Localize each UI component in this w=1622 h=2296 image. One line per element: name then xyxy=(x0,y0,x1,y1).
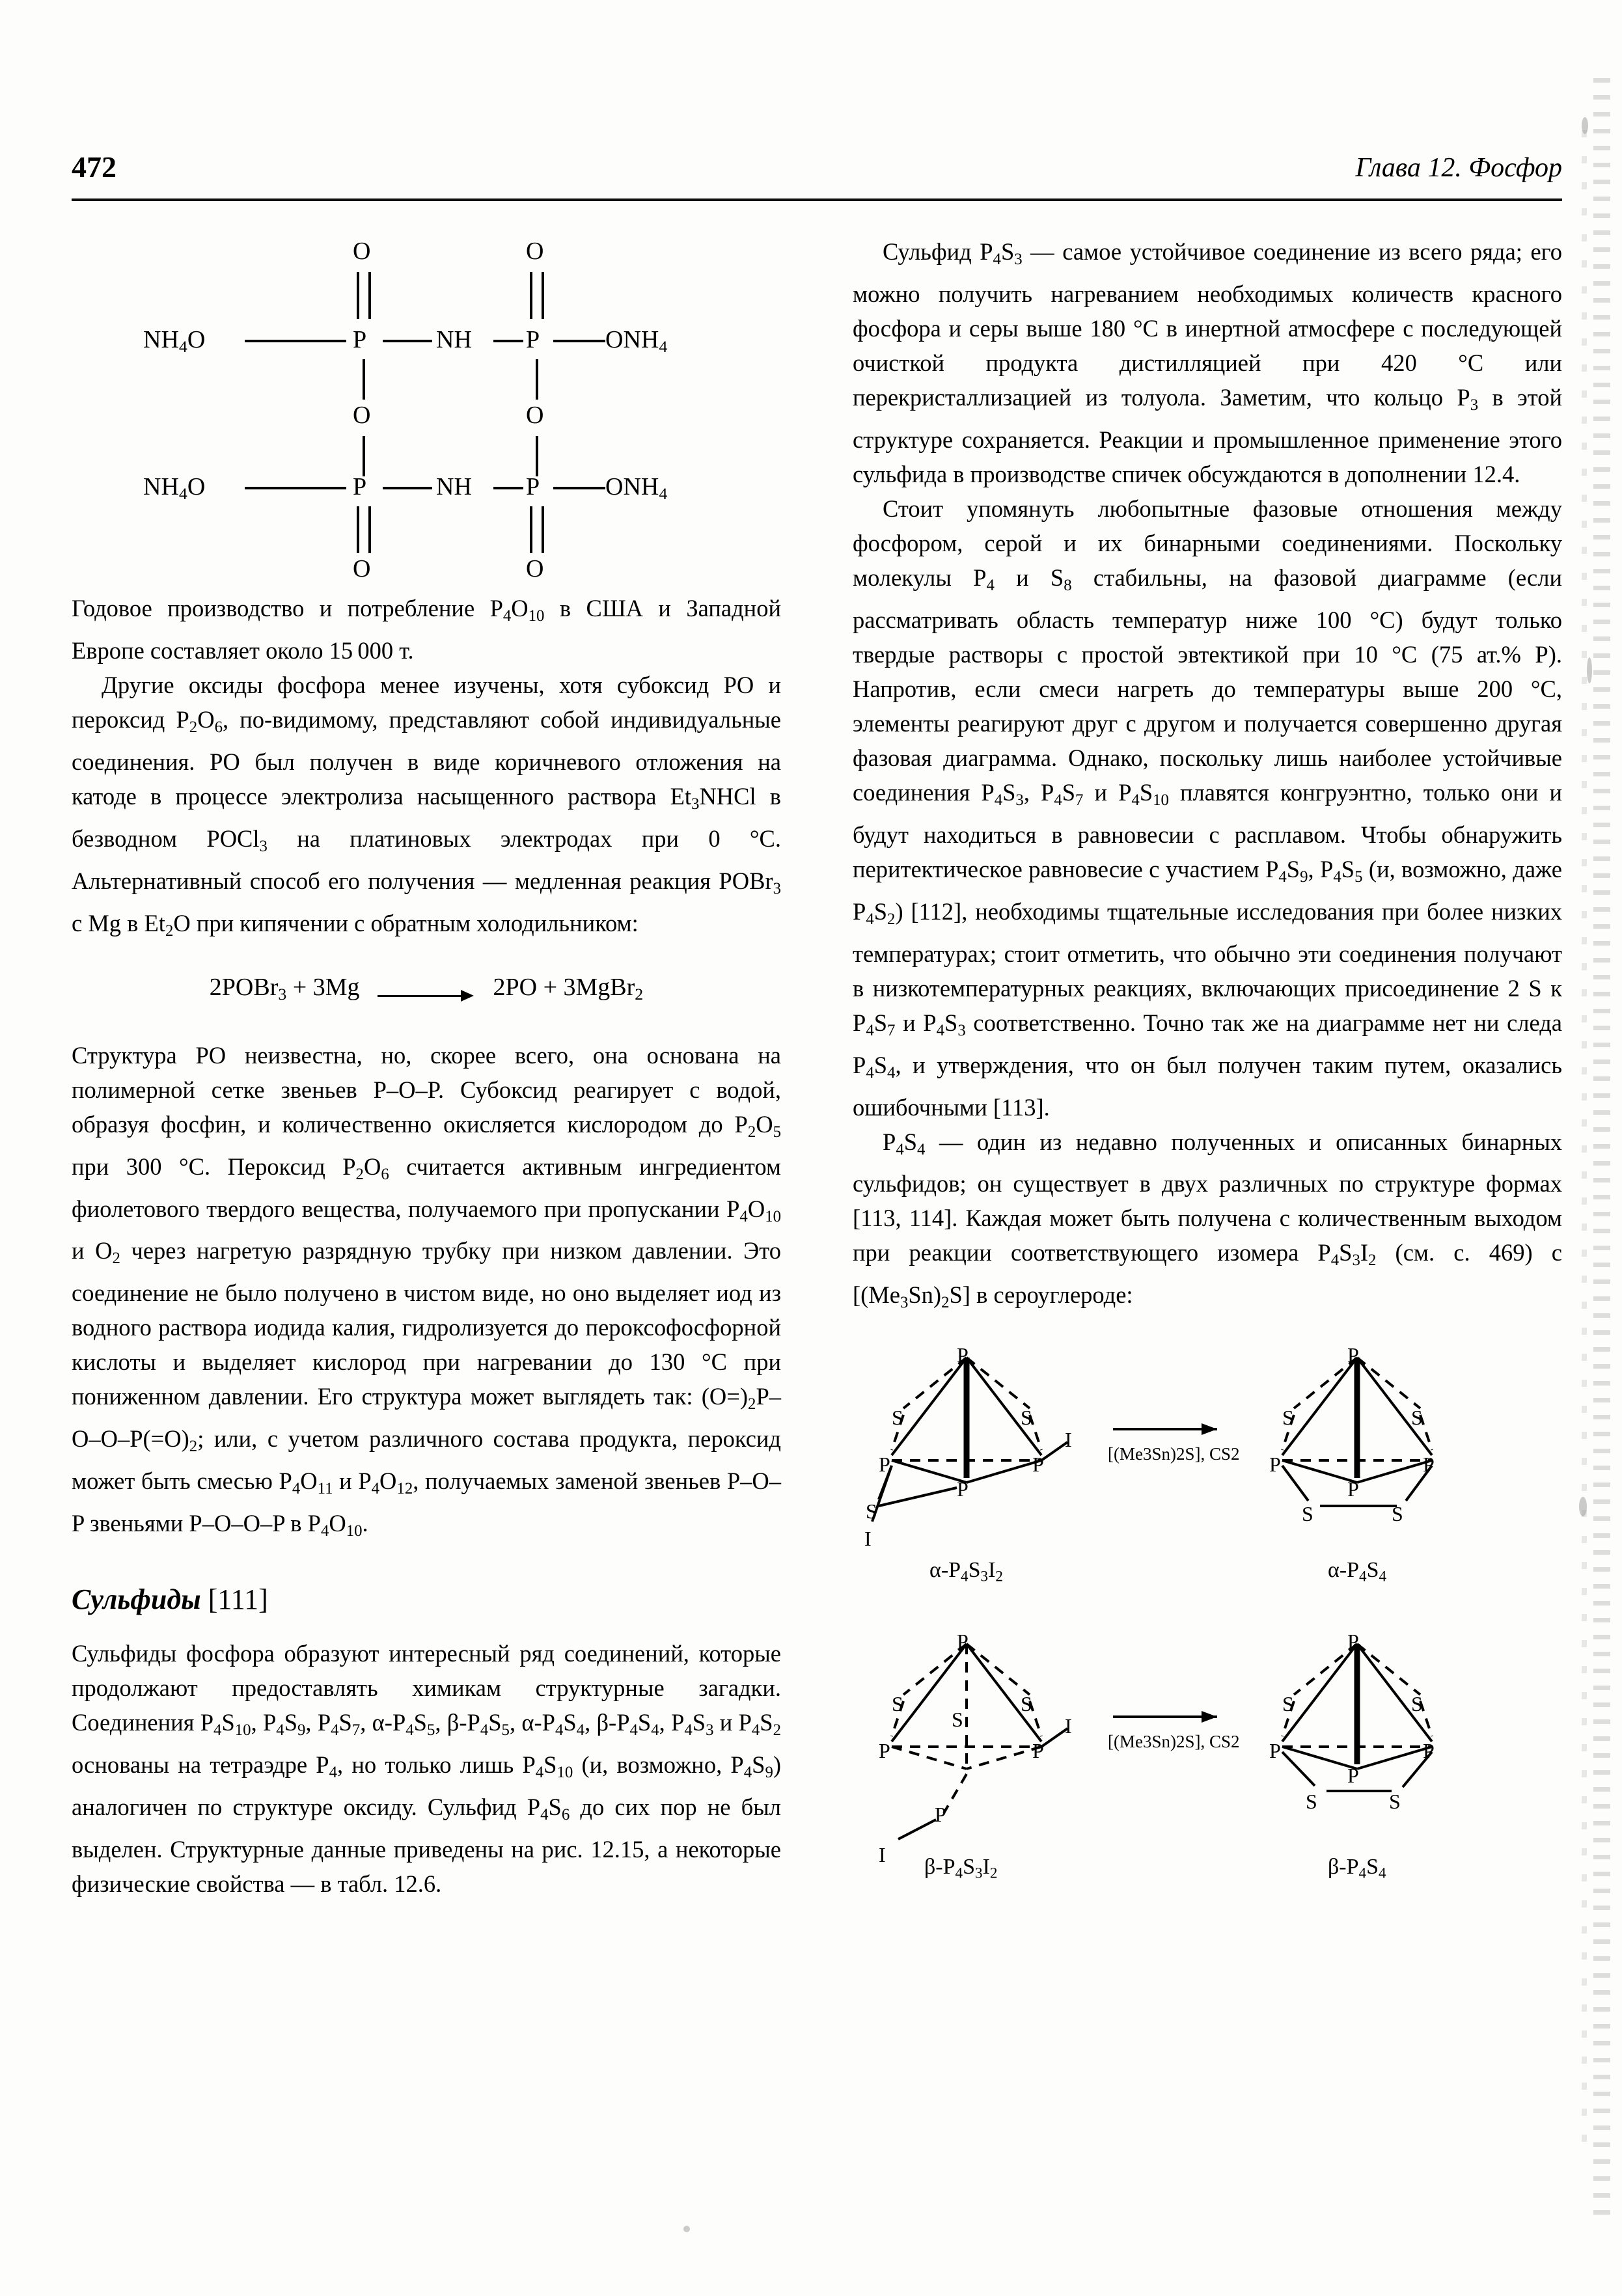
paragraph-p4s3: Сульфид $P_4S_3$ — самое устойчивое соединение из всего ряда; его можно получить нагреванием необходимых количеств красного фосфора и серы выше 180 °C в инертной атмосфере с последующей очисткой продукта дистилляцией при 420 °C или перекристаллизацией из толуола. Заметим, что кольцо $P_3$ в этой структуре сохраняется. Реакции и промышленное применение этого сульфида в производстве спичек обсуждаются в дополнении 12.4. xyxy=(853,238,1563,487)
atom-label-p: P xyxy=(957,1630,969,1654)
paragraph-annual-production: Годовое производство и потребление $P_4O_{10}$ в США и Западной Европе составляет около 15 000 т. xyxy=(72,595,781,664)
atom-label-s: S xyxy=(952,1708,963,1732)
bond xyxy=(363,359,365,400)
caption-alpha-p4s3i2: $\alpha-P_4S_3I_2$ xyxy=(929,1558,1003,1585)
section-heading-sulfides xyxy=(72,1582,781,1617)
paragraph-phase-relations: Стоит упомянуть любопытные фазовые отношения между фосфором, серой и их бинарными соединениями. Поскольку молекулы $P_4$ и $S_8$ стабильны, на фазовой диаграмме (если рассматривать область температур ниже 100 °C) будут только твердые растворы с простой эвтектикой при 10 °C (75 ат.% P). Напротив, если смеси нагреть до температуры выше 200 °C, элементы реагируют друг с другом и получается совершенно другая фазовая диаграмма. Однако, поскольку лишь наиболее устойчивые соединения $P_4S_3$, $P_4S_7$ и $P_4S_{10}$ плавятся конгруэнтно, только они и будут находиться в равновесии с расплавом. Чтобы обнаружить перитектическое равновесие с участием $P_4S_9$, $P_4S_5$ (и, возможно, даже $P_4S_2$) [112], необходимы тщательные исследования при более низких температурах; стоит отметить, что обычно эти соединения получают в низкотемпературных реакциях, включающих присоединение 2 S к $P_4S_7$ и $P_4S_3$ соответственно. Точно так же на диаграмме нет ни следа $P_4S_4$, и утверждения, что он был получен таким путем, оказались ошибочными [113]. xyxy=(853,495,1562,1121)
caption-alpha-p4s4: $\alpha-P_4S_4$ xyxy=(1328,1558,1387,1585)
formula-group-onh4: $ONH_4$ xyxy=(605,473,668,504)
bond xyxy=(493,487,523,489)
bond xyxy=(530,272,532,319)
bond xyxy=(553,487,605,489)
bond xyxy=(530,506,532,553)
scan-speck xyxy=(1582,117,1588,134)
atom-label-s: S xyxy=(1021,1406,1032,1430)
atom-label-p: P xyxy=(1347,1630,1359,1654)
reagent-label-bottom: [(Me3Sn)2S], CS2 xyxy=(1108,1732,1240,1752)
formula-group-nh: NH xyxy=(436,326,472,353)
formula-atom-p: P xyxy=(353,326,367,353)
formula-atom-o: O xyxy=(526,238,544,265)
atom-label-p: P xyxy=(879,1739,890,1763)
atom-label-p: P xyxy=(1269,1453,1281,1477)
atom-label-p: P xyxy=(957,1343,969,1367)
page-header xyxy=(72,150,1562,195)
atom-label-p: P xyxy=(1423,1739,1435,1763)
atom-label-p: P xyxy=(935,1803,946,1827)
atom-label-i: I xyxy=(879,1843,886,1867)
reaction-scheme-diagrams xyxy=(853,1338,1562,1911)
scan-edge-artifact-secondary xyxy=(1582,130,1587,2148)
section-heading-reference: [111] xyxy=(208,1583,268,1616)
formula-atom-p: P xyxy=(353,473,367,500)
paragraph-p4s4: $P_4S_4$ — один из недавно полученных и описанных бинарных сульфидов; он существует в двух различных по структуре формах [113, 114]. Каждая может быть получена с количественным выходом при реакции соответствующего изомера $P_4S_3I_2$ (см. с. 469) с $[(Me_3Sn)_2S]$ в сероуглероде: xyxy=(853,1128,1562,1312)
formula-group-nh: NH xyxy=(436,473,472,500)
atom-label-p: P xyxy=(1347,1764,1359,1788)
bond xyxy=(542,272,544,319)
formula-atom-o: O xyxy=(526,402,544,429)
atom-label-s: S xyxy=(1021,1692,1032,1716)
equation-left: 2POBr$_3$ + 3Mg xyxy=(209,973,360,1004)
scan-speck xyxy=(1587,657,1592,683)
bond xyxy=(357,506,359,553)
scan-edge-artifact xyxy=(1593,78,1610,2226)
atom-label-i: I xyxy=(1065,1714,1072,1738)
formula-atom-o: O xyxy=(353,555,371,582)
caption-beta-p4s3i2: $\beta-P_4S_3I_2$ xyxy=(924,1855,998,1882)
left-column xyxy=(72,234,781,1901)
atom-label-p: P xyxy=(1347,1343,1359,1367)
atom-label-p: P xyxy=(1423,1453,1435,1477)
header-rule xyxy=(72,198,1562,201)
formula-atom-o: O xyxy=(353,238,371,265)
formula-group-nh4o: $NH_4O$ xyxy=(143,326,206,357)
atom-label-i: I xyxy=(864,1527,872,1551)
scan-speck xyxy=(1579,1497,1587,1516)
atom-label-s: S xyxy=(1302,1502,1313,1526)
bond xyxy=(368,272,371,319)
atom-label-s: S xyxy=(892,1406,903,1430)
bond xyxy=(245,487,346,489)
reagent-label-top: [(Me3Sn)2S], CS2 xyxy=(1108,1444,1240,1464)
page-number: 472 xyxy=(72,150,117,184)
atom-label-p: P xyxy=(1347,1477,1359,1501)
bond xyxy=(553,340,605,342)
bond xyxy=(357,272,359,319)
formula-group-nh4o: $NH_4O$ xyxy=(143,473,206,504)
bond xyxy=(493,340,523,342)
atom-label-s: S xyxy=(1411,1406,1423,1430)
bond xyxy=(536,359,538,400)
structural-formula-p4o10-ammonium xyxy=(72,234,781,582)
atom-label-s: S xyxy=(1389,1790,1401,1814)
reaction-equation xyxy=(72,970,781,1016)
caption-beta-p4s4: $\beta-P_4S_4$ xyxy=(1328,1855,1386,1882)
atom-label-p: P xyxy=(879,1453,890,1477)
formula-group-onh4: $ONH_4$ xyxy=(605,326,668,357)
paragraph-po-structure: Структура PO неизвестна, но, скорее всего, она основана на полимерной сетке звеньев P–O–P. Субоксид реагирует с водой, образуя фосфин, и количественно окисляется кислородом до $P_2O_5$ при 300 °C. Пероксид $P_2O_6$ считается активным ингредиентом фиолетового твердого вещества, получаемого при пропускании $P_4O_{10}$ и $O_2$ через нагретую разрядную трубку при низком давлении. Это соединение не было получено в чистом виде, но оно выделяет иод из водного раствора иодида калия, гидролизуется до пероксофосфорной кислоты и выделяет кислород при нагревании до 130 °C при пониженном давлении. Его структура может выглядеть так: $(O=)_2P-O-O-P(=O)_2$; или, с учетом различного состава продукта, пероксид может быть смесью $P_4O_{11}$ и $P_4O_{12}$, получаемых заменой звеньев P–O–P звеньями P–O–O–P в $P_4O_{10}$. xyxy=(72,1041,782,1540)
atom-label-p: P xyxy=(1269,1739,1281,1763)
atom-label-p: P xyxy=(1032,1453,1044,1477)
formula-atom-p: P xyxy=(526,473,540,500)
formula-atom-p: P xyxy=(526,326,540,353)
bond xyxy=(245,340,346,342)
atom-label-s: S xyxy=(1282,1692,1294,1716)
chapter-title: Глава 12. Фосфор xyxy=(1355,153,1562,183)
atom-label-s: S xyxy=(892,1692,903,1716)
section-heading-text: Сульфиды xyxy=(72,1583,201,1616)
atom-label-s: S xyxy=(1306,1790,1317,1814)
reaction-arrow-icon xyxy=(378,986,475,992)
formula-atom-o: O xyxy=(526,555,544,582)
paragraph-sulfides-intro: Сульфиды фосфора образуют интересный ряд соединений, которые продолжают предоставлять химикам структурные загадки. Соединения $P_4S_{10}$, $P_4S_9$, $P_4S_7$, $\alpha-P_4S_5$, $\beta-P_4S_5$, $\alpha-P_4S_4$, $\beta-P_4S_4$, $P_4S_3$ и $P_4S_2$ основаны на тетраэдре $P_4$, но только лишь $P_4S_{10}$ (и, возможно, $P_4S_9$) аналогичен по структуре оксиду. Сульфид $P_4S_6$ до сих пор не был выделен. Структурные данные приведены на рис. 12.15, а некоторые физические свойства — в табл. 12.6. xyxy=(72,1640,782,1897)
formula-atom-o: O xyxy=(353,402,371,429)
atom-label-s: S xyxy=(866,1499,877,1524)
bond xyxy=(383,487,432,489)
atom-label-p: P xyxy=(1032,1739,1044,1763)
bond xyxy=(542,506,544,553)
right-column xyxy=(853,234,1562,1911)
atom-label-p: P xyxy=(957,1477,969,1501)
paragraph-other-oxides: Другие оксиды фосфора менее изучены, хотя субоксид PO и пероксид $P_2O_6$, по-видимому, представляют собой индивидуальные соединения. PO был получен в виде коричневого отложения на катоде в процессе электролиза насыщенного раствора $Et_3NHCl$ в безводном POCl$_3$ на платиновых электродах при 0 °C. Альтернативный способ его получения — медленная реакция POBr$_3$ с Mg в $Et_2O$ при кипячении с обратным холодильником: xyxy=(72,671,781,940)
atom-label-s: S xyxy=(1282,1406,1294,1430)
equation-right: 2PO + 3MgBr$_2$ xyxy=(493,973,644,1004)
scan-speck xyxy=(683,2226,690,2232)
atom-label-s: S xyxy=(1392,1502,1403,1526)
atom-label-s: S xyxy=(1411,1692,1423,1716)
bond xyxy=(368,506,371,553)
bond xyxy=(383,340,432,342)
atom-label-i: I xyxy=(1065,1428,1072,1452)
